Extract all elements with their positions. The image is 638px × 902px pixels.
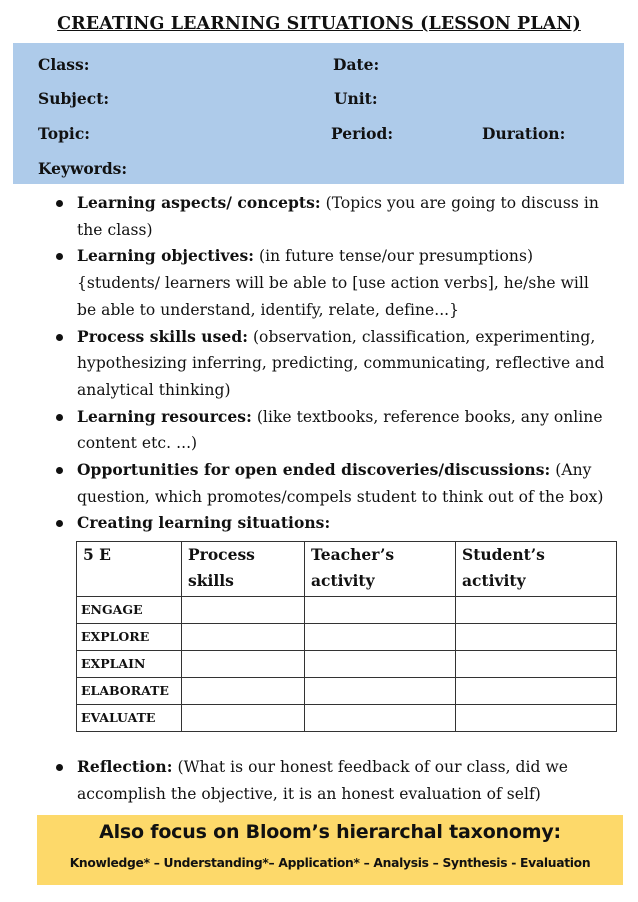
subject-label: Subject: bbox=[38, 89, 110, 108]
keywords-label: Keywords: bbox=[38, 159, 128, 178]
header-cell-process-skills: Process skills bbox=[182, 542, 305, 597]
item-label: Opportunities for open ended discoveries/discussions: bbox=[77, 460, 551, 480]
stage-cell-elaborate: ELABORATE bbox=[77, 678, 182, 705]
item-label: Creating learning situations: bbox=[77, 513, 331, 533]
list-item-reflection bbox=[77, 754, 638, 807]
reflection-list bbox=[0, 754, 638, 807]
table-cell bbox=[305, 597, 456, 624]
unit-label: Unit: bbox=[334, 89, 378, 108]
lesson-info-header bbox=[13, 43, 624, 184]
five-e-table bbox=[76, 541, 617, 732]
table-cell bbox=[305, 624, 456, 651]
date-label: Date: bbox=[333, 55, 380, 74]
table-cell bbox=[182, 651, 305, 678]
table-row bbox=[77, 597, 617, 624]
list-item-open-ended-discoveries bbox=[77, 457, 638, 510]
table-cell bbox=[456, 678, 617, 705]
blooms-taxonomy-box bbox=[37, 815, 623, 885]
item-label: Learning resources: bbox=[77, 406, 252, 426]
stage-cell-engage: ENGAGE bbox=[77, 597, 182, 624]
item-text: (observation, classification, experimenting, hypothesizing inferring, predicting, communicating, reflective and analytical thinking) bbox=[77, 327, 605, 399]
item-text: (in future tense/our presumptions) {students/ learners will be able to [use action verbs], he/she will be able to understand, identify, relate, define...} bbox=[77, 247, 589, 319]
item-text: (Topics you are going to discuss in the class) bbox=[77, 194, 599, 239]
table-cell bbox=[305, 651, 456, 678]
list-item-learning-aspects bbox=[77, 190, 638, 243]
item-label: Learning aspects/ concepts: bbox=[77, 193, 321, 212]
table-cell bbox=[182, 597, 305, 624]
table-cell bbox=[182, 624, 305, 651]
topic-label: Topic: bbox=[38, 124, 90, 143]
item-label: Reflection: bbox=[77, 757, 173, 776]
table-cell bbox=[456, 705, 617, 732]
table-row bbox=[77, 651, 617, 678]
lesson-plan-list bbox=[0, 190, 638, 537]
table-row bbox=[77, 705, 617, 732]
footer-heading: Also focus on Bloom’s hierarchal taxonomy: bbox=[99, 821, 561, 843]
stage-cell-evaluate: EVALUATE bbox=[77, 705, 182, 732]
table-row bbox=[77, 624, 617, 651]
list-item-learning-resources bbox=[77, 404, 638, 457]
header-cell-teachers-activity: Teacher’s activity bbox=[305, 542, 456, 597]
table-cell bbox=[456, 651, 617, 678]
table-cell bbox=[456, 624, 617, 651]
item-text: (like textbooks, reference books, any online content etc. ...) bbox=[77, 407, 603, 453]
period-label: Period: bbox=[331, 124, 394, 143]
table-cell bbox=[182, 678, 305, 705]
item-text: (Any question, which promotes/compels student to think out of the box) bbox=[77, 461, 604, 506]
footer-taxonomy-levels: Knowledge* – Understanding*– Application* – Analysis – Synthesis - Evaluation bbox=[69, 856, 591, 870]
header-cell-5e: 5 E bbox=[77, 542, 182, 597]
table-cell bbox=[456, 597, 617, 624]
list-item-learning-objectives bbox=[77, 243, 638, 323]
table-row bbox=[77, 678, 617, 705]
list-item-creating-learning-situations bbox=[77, 510, 638, 537]
item-label: Process skills used: bbox=[77, 326, 248, 346]
page-title: CREATING LEARNING SITUATIONS (LESSON PLAN) bbox=[57, 14, 581, 34]
class-label: Class: bbox=[38, 55, 90, 74]
duration-label: Duration: bbox=[482, 124, 566, 143]
table-cell bbox=[305, 705, 456, 732]
item-label: Learning objectives: bbox=[77, 246, 255, 266]
item-text: (What is our honest feedback of our class, did we accomplish the objective, it is an honest evaluation of self) bbox=[77, 758, 569, 803]
list-item-process-skills bbox=[77, 324, 638, 404]
table-header-row bbox=[77, 542, 617, 597]
table-cell bbox=[305, 678, 456, 705]
stage-cell-explore: EXPLORE bbox=[77, 624, 182, 651]
stage-cell-explain: EXPLAIN bbox=[77, 651, 182, 678]
table-cell bbox=[182, 705, 305, 732]
header-cell-students-activity: Student’s activity bbox=[456, 542, 617, 597]
